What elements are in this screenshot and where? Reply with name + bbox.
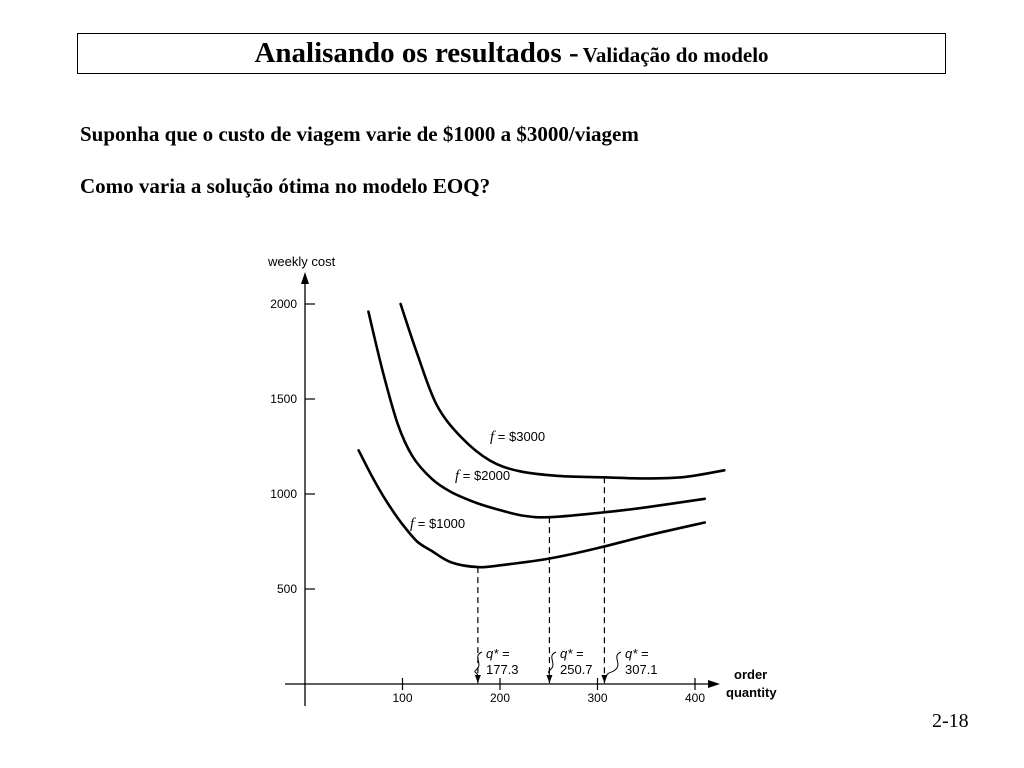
body-line-1: Suponha que o custo de viagem varie de $1000 a $3000/viagem — [80, 122, 639, 146]
y-tick-label: 1000 — [270, 487, 297, 501]
cost-curve-2000 — [368, 312, 704, 518]
y-tick-label: 2000 — [270, 297, 297, 311]
curve-label-2000: f = $2000 — [455, 468, 511, 484]
y-tick-label: 500 — [276, 582, 297, 596]
optimum-label-q: q* = — [560, 646, 584, 661]
x-tick-label: 100 — [392, 691, 413, 705]
y-axis-label: weekly cost — [268, 254, 336, 269]
optimum-label-value: 177.3 — [486, 662, 519, 677]
optimum-pointer-head — [546, 675, 552, 683]
optimum-pointer-head — [475, 675, 481, 683]
title-subtitle: Validação do modelo — [582, 43, 769, 67]
optimum-label-q: q* = — [625, 646, 649, 661]
cost-curve-1000 — [359, 450, 705, 567]
cost-curve-3000 — [401, 304, 725, 478]
x-axis-arrow — [708, 680, 720, 688]
x-tick-label: 400 — [684, 691, 706, 705]
x-axis-label-line1: order — [734, 667, 768, 682]
y-axis-arrow — [301, 272, 309, 284]
title-main: Analisando os resultados - — [254, 37, 579, 69]
x-axis-label-line2: quantity — [726, 685, 777, 700]
x-tick-label: 200 — [489, 691, 511, 705]
curve-label-1000: f = $1000 — [410, 516, 466, 532]
optimum-label-value: 250.7 — [560, 662, 593, 677]
body-line-2: Como varia a solução ótima no modelo EOQ? — [80, 174, 491, 198]
slide-number: 2-18 — [932, 710, 969, 732]
curve-label-3000: f = $3000 — [490, 429, 546, 445]
optimum-pointer — [604, 652, 621, 682]
y-tick-label: 1500 — [270, 392, 297, 406]
x-tick-label: 300 — [587, 691, 608, 705]
optimum-pointer-head — [601, 675, 607, 683]
optimum-label-q: q* = — [486, 646, 510, 661]
optimum-label-value: 307.1 — [625, 662, 658, 677]
